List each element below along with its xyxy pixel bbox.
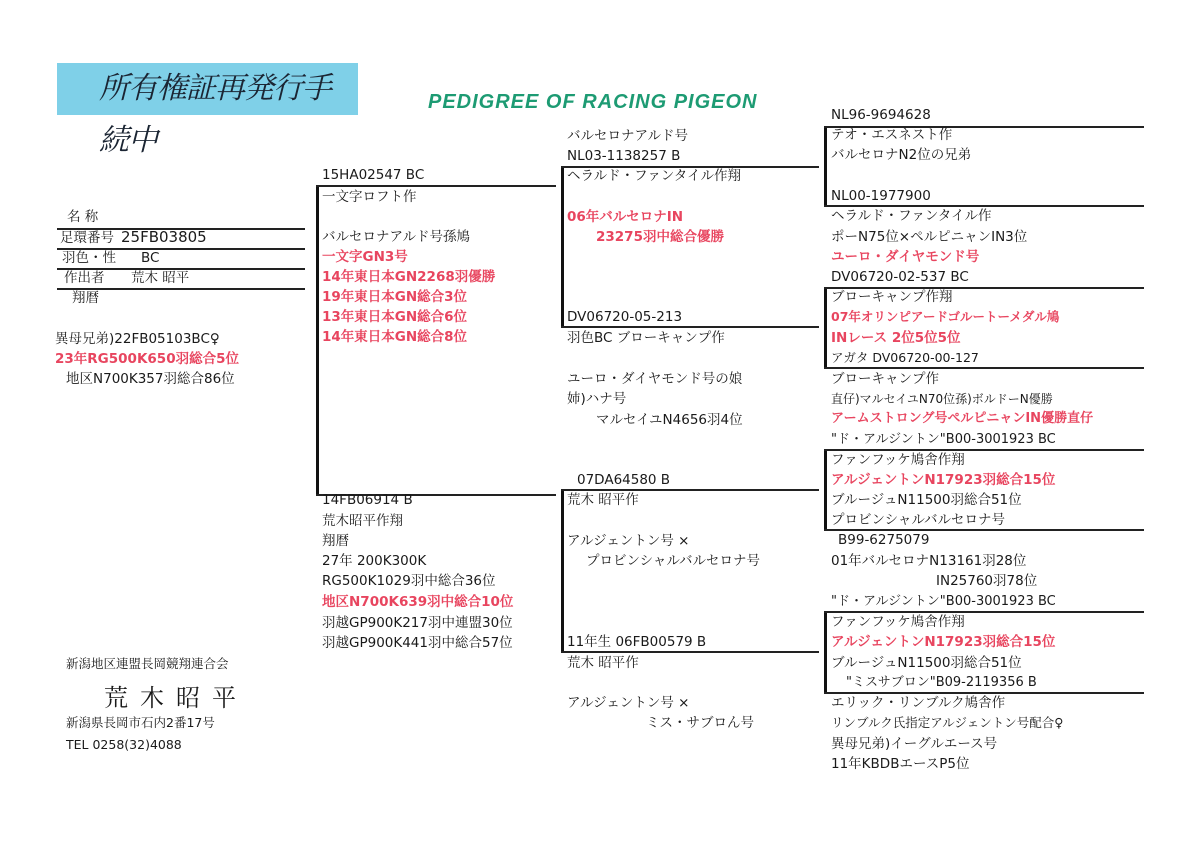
g3-breeder: ブローキャンプ作翔 xyxy=(831,289,953,305)
sd-color: 羽色BC ブローキャンプ作 xyxy=(567,330,725,346)
sd-desc-2: 姉)ハナ号 xyxy=(567,391,627,407)
g4-desc: 直仔)マルセイユN70位孫)ボルドーN優勝 xyxy=(831,392,1053,406)
dam-breeder: 荒木昭平作翔 xyxy=(322,513,403,529)
sibling-line-1: 異母兄弟)22FB05103BC♀ xyxy=(55,331,220,347)
owner-address: 新潟県長岡市石内2番17号 xyxy=(66,715,215,730)
sire-win: 19年東日本GN総合3位 xyxy=(322,289,468,305)
breeder-value: 荒木 昭平 xyxy=(131,270,190,286)
dd-cross-1: アルジェントン号 × xyxy=(567,695,690,711)
dam-ring: 14FB06914 B xyxy=(322,492,413,508)
g5-desc-2: プロビンシャルバルセロナ号 xyxy=(831,512,1005,528)
g3-win-2: INレース 2位5位5位 xyxy=(831,330,961,346)
dam-record: 27年 200K300K xyxy=(322,553,427,569)
ds-cross-2: プロビンシャルバルセロナ号 xyxy=(586,553,760,569)
ds-cross-1: アルジェントン号 × xyxy=(567,533,690,549)
sibling-line-2: 23年RG500K650羽総合5位 xyxy=(55,351,239,367)
page-title: PEDIGREE OF RACING PIGEON xyxy=(428,91,758,113)
dd-cross-2: ミス・サブロん号 xyxy=(646,715,754,731)
record-label: 翔暦 xyxy=(72,290,99,306)
g8-breeder: エリック・リンブルク鳩舎作 xyxy=(831,695,1006,711)
ds-ring: 07DA64580 B xyxy=(577,472,671,488)
g3-desc: アガタ DV06720-00-127 xyxy=(831,350,979,365)
sire-win: 一文字GN3号 xyxy=(322,249,408,265)
ss-win-2: 23275羽中総合優勝 xyxy=(596,229,724,245)
g8-desc-3: 11年KBDBエースP5位 xyxy=(831,756,970,772)
sd-desc-3: マルセイユN4656羽4位 xyxy=(596,412,743,428)
ds-breeder: 荒木 昭平作 xyxy=(567,492,639,508)
g8-desc-2: 異母兄弟)イーグルエース号 xyxy=(831,736,998,752)
g8-desc-1: リンブルク氏指定アルジェントン号配合♀ xyxy=(831,715,1064,730)
color-label: 羽色・性 xyxy=(62,250,116,266)
g7-desc: ブルージュN11500羽総合51位 xyxy=(831,655,1022,671)
g5-desc-1: ブルージュN11500羽総合51位 xyxy=(831,492,1022,508)
g3-ring: DV06720-02-537 BC xyxy=(831,269,969,285)
sire-win: 13年東日本GN総合6位 xyxy=(322,309,468,325)
g4-breeder: ブローキャンプ作 xyxy=(831,371,939,387)
g1-breeder: テオ・エスネスト作 xyxy=(831,127,953,143)
g1-ring: NL96-9694628 xyxy=(831,107,931,123)
sibling-line-3: 地区N700K357羽総合86位 xyxy=(66,371,235,387)
g6-rec-2: IN25760羽78位 xyxy=(936,573,1038,589)
g7-breeder: ファンフッケ鳩舎作翔 xyxy=(831,614,965,630)
g6-ring: B99-6275079 xyxy=(838,532,930,548)
name-label: 名 称 xyxy=(67,209,99,225)
sire-win: 14年東日本GN2268羽優勝 xyxy=(322,269,496,285)
ss-name: バルセロナアルド号 xyxy=(567,128,688,144)
dam-record: 羽越GP900K217羽中連盟30位 xyxy=(322,615,513,631)
g3-win-1: 07年オリンピアードゴルートーメダル鳩 xyxy=(831,309,1060,324)
g1-desc: バルセロナN2位の兄弟 xyxy=(831,147,972,163)
dam-record-label: 翔暦 xyxy=(322,533,349,549)
g2-win: ユーロ・ダイヤモンド号 xyxy=(831,249,980,265)
sire-win: 14年東日本GN総合8位 xyxy=(322,329,468,345)
sd-ring: DV06720-05-213 xyxy=(567,309,683,325)
g7-win: アルジェントンN17923羽総合15位 xyxy=(831,634,1056,650)
ss-win-1: 06年バルセロナIN xyxy=(567,209,684,225)
association: 新潟地区連盟長岡競翔連合会 xyxy=(66,656,229,671)
g2-ring: NL00-1977900 xyxy=(831,188,931,204)
g6-rec-1: 01年バルセロナN13161羽28位 xyxy=(831,553,1027,569)
sire-ring: 15HA02547 BC xyxy=(322,167,425,183)
g2-breeder: ヘラルド・ファンタイル作 xyxy=(831,208,992,224)
ss-ring: NL03-1138257 B xyxy=(567,148,681,164)
g4-win: アームストロング号ペルピニャンIN優勝直仔 xyxy=(831,411,1094,426)
breeder-label: 作出者 xyxy=(64,270,105,286)
ring-value: 25FB03805 xyxy=(121,228,207,246)
dd-breeder: 荒木 昭平作 xyxy=(567,655,639,671)
sd-desc-1: ユーロ・ダイヤモンド号の娘 xyxy=(567,371,743,387)
owner-tel: TEL 0258(32)4088 xyxy=(66,737,182,752)
color-value: BC xyxy=(141,250,160,266)
g7-ring: "ミスサブロン"B09-2119356 B xyxy=(846,675,1037,690)
dam-record: RG500K1029羽中総合36位 xyxy=(322,573,496,589)
ownership-reissue-stamp: 所有権証再発行手続中 xyxy=(57,63,358,115)
dam-record: 羽越GP900K441羽中総合57位 xyxy=(322,635,513,651)
g5-breeder: ファンフッケ鳩舎作翔 xyxy=(831,452,965,468)
dd-ring: 11年生 06FB00579 B xyxy=(567,634,707,650)
dam-win: 地区N700K639羽中総合10位 xyxy=(322,594,514,610)
ss-breeder: ヘラルド・ファンタイル作翔 xyxy=(567,168,742,184)
g4-ring: "ド・アルジントン"B00-3001923 BC xyxy=(831,432,1056,447)
g6-ring-2: "ド・アルジントン"B00-3001923 BC xyxy=(831,594,1056,609)
sire-breeder: 一文字ロフト作 xyxy=(322,189,417,205)
g5-win: アルジェントンN17923羽総合15位 xyxy=(831,472,1056,488)
owner-name: 荒木昭平 xyxy=(104,684,248,712)
sire-line: バルセロナアルド号孫鳩 xyxy=(322,229,470,245)
ring-label: 足環番号 xyxy=(60,230,114,246)
g2-desc: ポーN75位×ペルピニャンIN3位 xyxy=(831,229,1028,245)
